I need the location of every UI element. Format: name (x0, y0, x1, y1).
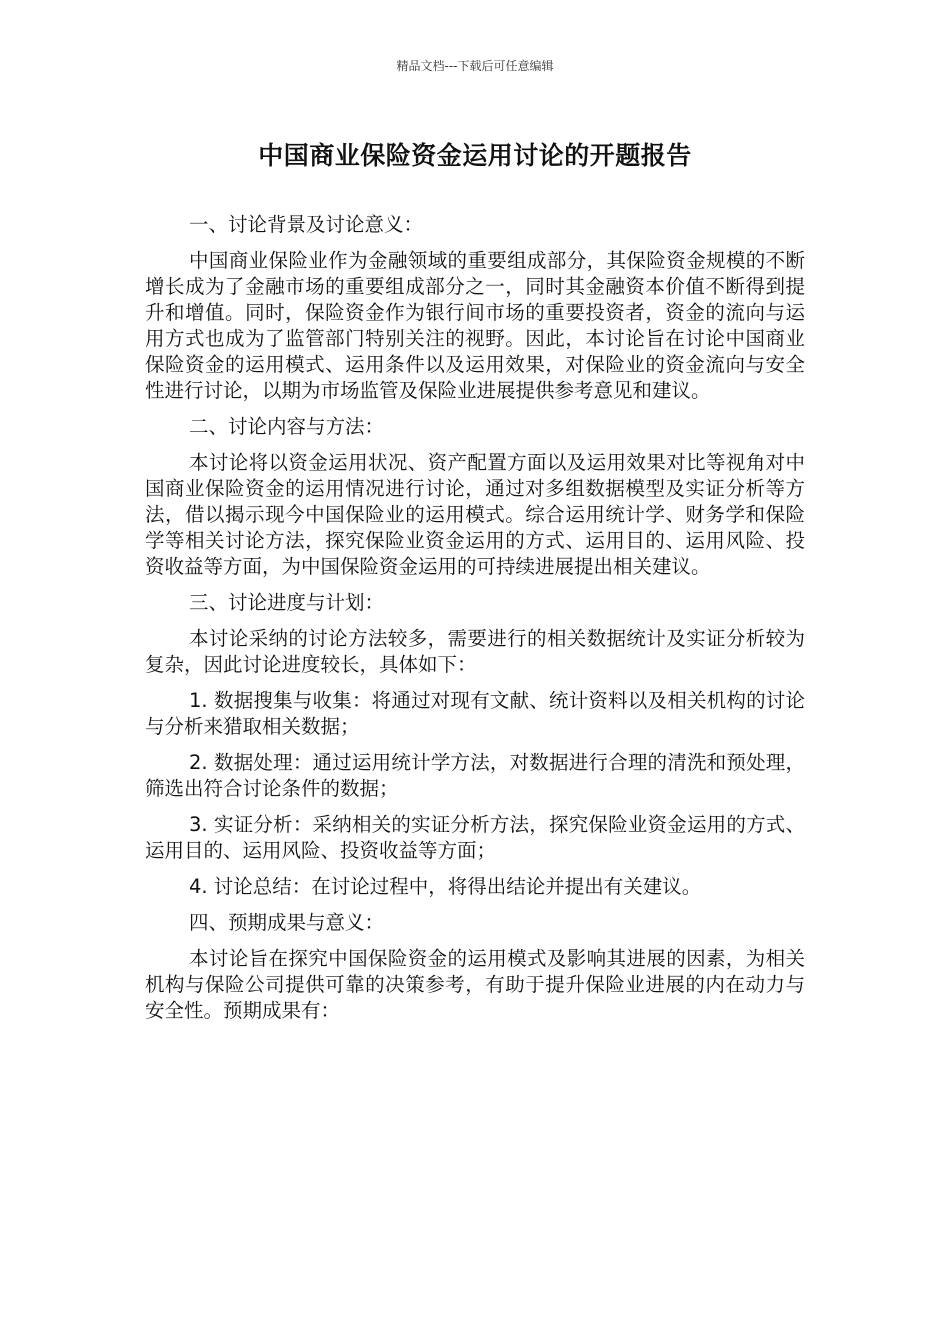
list-item-summary: 4. 讨论总结：在讨论过程中，将得出结论并提出有关建议。 (189, 875, 702, 898)
list-item-data-collection: 1. 数据搜集与收集：将通过对现有文献、统计资料以及相关机构的讨论与分析来猎取相关数据； (145, 689, 805, 738)
section-paragraph: 本讨论采纳的讨论方法较多，需要进行的相关数据统计及实证分析较为复杂，因此讨论进度较长，具体如下： (145, 627, 805, 676)
document-title: 中国商业保险资金运用讨论的开题报告 (258, 141, 692, 170)
section-paragraph: 本讨论将以资金运用状况、资产配置方面以及运用效果对比等视角对中国商业保险资金的运用情况进行讨论，通过对多组数据模型及实证分析等方法，借以揭示现今中国保险业的运用模式。综合运用统计学、财务学和保险学等相关讨论方法，探究保险业资金运用的方式、运用目的、运用风险、投资收益等方面，为中国保险资金运用的可持续进展提出相关建议。 (145, 451, 805, 578)
page-header-watermark: 精品文档---下载后可任意编辑 (396, 59, 554, 73)
section-heading-content-method: 二、讨论内容与方法： (189, 415, 385, 438)
section-heading-expected-results: 四、预期成果与意义： (189, 911, 385, 934)
section-heading-schedule: 三、讨论进度与计划： (189, 591, 385, 614)
section-paragraph: 中国商业保险业作为金融领域的重要组成部分，其保险资金规模的不断增长成为了金融市场的重要组成部分之一，同时其金融资本价值不断得到提升和增值。同时，保险资金作为银行间市场的重要投资者，资金的流向与运用方式也成为了监管部门特别关注的视野。因此，本讨论旨在讨论中国商业保险资金的运用模式、运用条件以及运用效果，对保险业的资金流向与安全性进行讨论，以期为市场监管及保险业进展提供参考意见和建议。 (145, 249, 805, 402)
list-item-empirical-analysis: 3. 实证分析：采纳相关的实证分析方法，探究保险业资金运用的方式、运用目的、运用风险、投资收益等方面； (145, 813, 805, 862)
list-item-data-processing: 2. 数据处理：通过运用统计学方法，对数据进行合理的清洗和预处理，筛选出符合讨论条件的数据； (145, 751, 805, 800)
document-body (145, 212, 805, 1034)
section-paragraph: 本讨论旨在探究中国保险资金的运用模式及影响其进展的因素，为相关机构与保险公司提供可靠的决策参考，有助于提升保险业进展的内在动力与安全性。预期成果有： (145, 947, 805, 1022)
section-heading-background: 一、讨论背景及讨论意义： (189, 213, 424, 236)
